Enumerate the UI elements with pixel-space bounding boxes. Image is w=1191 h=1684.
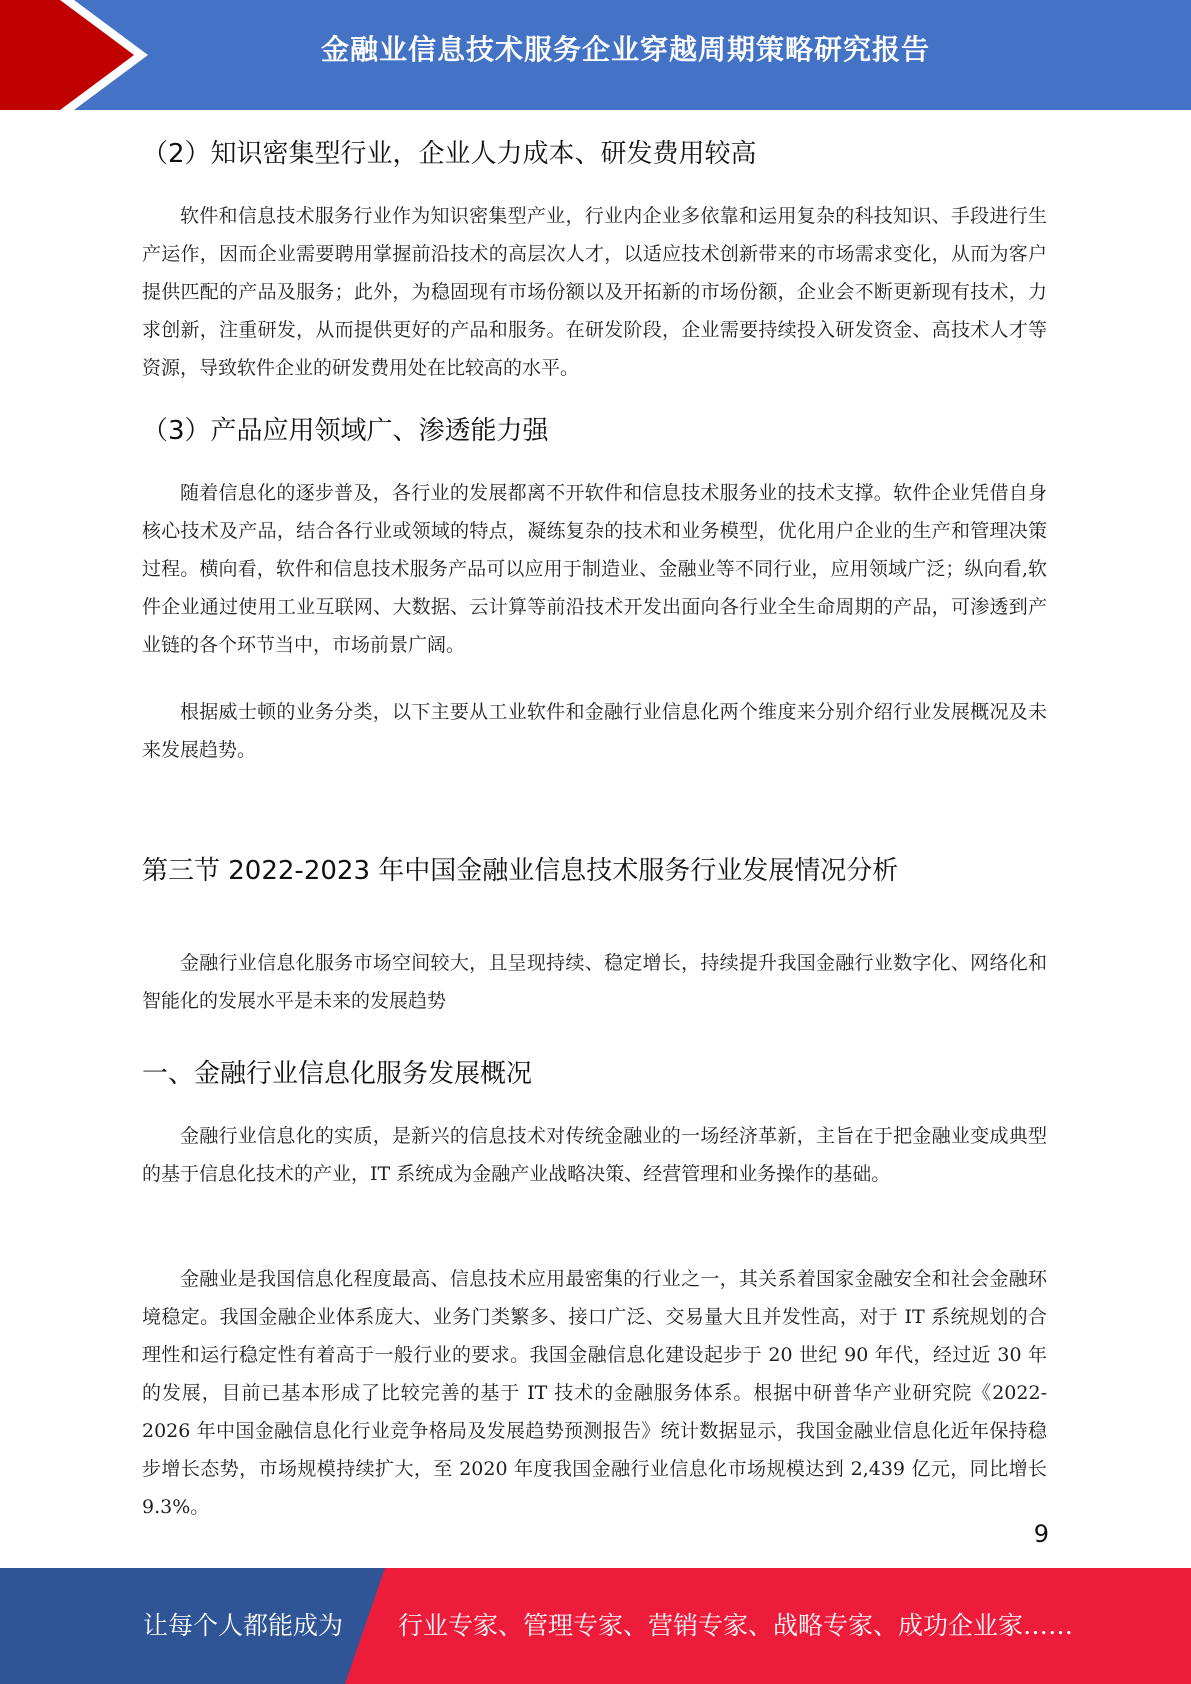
report-title: 金融业信息技术服务企业穿越周期策略研究报告 bbox=[320, 33, 930, 66]
heading-overview: 一、金融行业信息化服务发展概况 bbox=[142, 1059, 533, 1089]
section-title: 第三节 2022-2023 年中国金融业信息技术服务行业发展情况分析 bbox=[142, 856, 899, 886]
subheading-application-fields: （3）产品应用领域广、渗透能力强 bbox=[142, 416, 549, 446]
page-number: 9 bbox=[1033, 1520, 1049, 1548]
footer-banner bbox=[0, 1568, 1191, 1684]
footer-slogan-left: 让每个人都能成为 bbox=[143, 1611, 344, 1640]
paragraph-business-classification: 根据威士顿的业务分类，以下主要从工业软件和金融行业信息化两个维度来分别介绍行业发展概况及未来发展趋势。 bbox=[142, 701, 1047, 761]
subheading-knowledge-intensive: （2）知识密集型行业，企业人力成本、研发费用较高 bbox=[142, 139, 757, 169]
paragraph-knowledge-intensive: 软件和信息技术服务行业作为知识密集型产业，行业内企业多依靠和运用复杂的科技知识、手段进行生产运作，因而企业需要聘用掌握前沿技术的高层次人才，以适应技术创新带来的市场需求变化，从而为客户提供匹配的产品及服务；此外，为稳固现有市场份额以及开拓新的市场份额，企业会不断更新现有技术，力求创新，注重研发，从而提供更好的产品和服务。在研发阶段，企业需要持续投入研发资金、高技术人才等资源，导致软件企业的研发费用处在比较高的水平。 bbox=[142, 205, 1047, 379]
paragraph-application-fields: 随着信息化的逐步普及，各行业的发展都离不开软件和信息技术服务业的技术支撑。软件企业凭借自身核心技术及产品，结合各行业或领域的特点，凝练复杂的技术和业务模型，优化用户企业的生产和管理决策过程。横向看，软件和信息技术服务产品可以应用于制造业、金融业等不同行业，应用领域广泛；纵向看,软件企业通过使用工业互联网、大数据、云计算等前沿技术开发出面向各行业全生命周期的产品，可渗透到产业链的各个环节当中，市场前景广阔。 bbox=[142, 482, 1047, 656]
header-banner bbox=[0, 0, 1191, 110]
paragraph-financial-it-market: 金融业是我国信息化程度最高、信息技术应用最密集的行业之一，其关系着国家金融安全和社会金融环境稳定。我国金融企业体系庞大、业务门类繁多、接口广泛、交易量大且并发性高，对于 IT 系统规划的合理性和运行稳定性有着高于一般行业的要求。我国金融信息化建设起步于 20 世纪 90 年代，经过近 30 年的发展，目前已基本形成了比较完善的基于 IT 技术的金融服务体系。根据中研普华产业研究院《2022-2026 年中国金融信息化行业竞争格局及发展趋势预测报告》统计数据显示，我国金融业信息化近年保持稳步增长态势，市场规模持续扩大，至 2020 年度我国金融行业信息化市场规模达到 2,439 亿元，同比增长 9.3%。 bbox=[142, 1268, 1047, 1518]
paragraph-market-space: 金融行业信息化服务市场空间较大，且呈现持续、稳定增长，持续提升我国金融行业数字化、网络化和智能化的发展水平是未来的发展趋势 bbox=[142, 952, 1047, 1012]
footer-slogan-right: 行业专家、管理专家、营销专家、战略专家、成功企业家…… bbox=[398, 1611, 1074, 1640]
paragraph-essence: 金融行业信息化的实质，是新兴的信息技术对传统金融业的一场经济革新，主旨在于把金融业变成典型的基于信息化技术的产业，IT 系统成为金融产业战略决策、经营管理和业务操作的基础。 bbox=[142, 1125, 1047, 1185]
